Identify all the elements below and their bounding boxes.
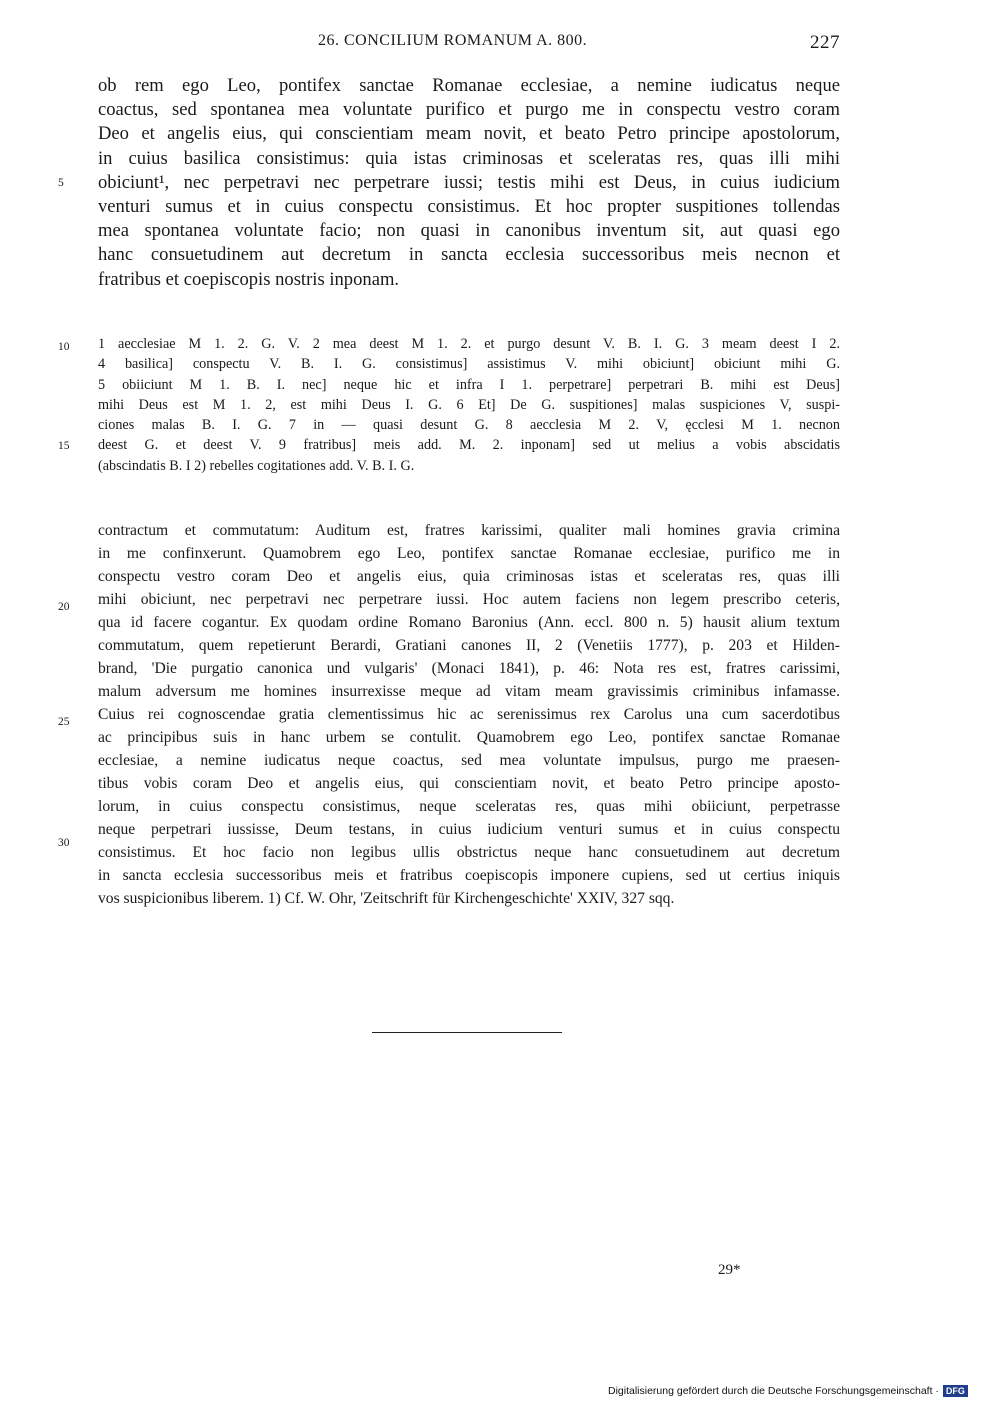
notes-line: commutatum, quem repetierunt Berardi, Gratiani canones II, 2 (Venetiis 1777), p. 203 et Hilden- [98,637,840,654]
main-text-block [98,74,840,292]
funding-text: Digitalisierung gefördert durch die Deutsche Forschungsgemeinschaft · [608,1385,939,1397]
separator-rule [372,1032,562,1033]
notes-line: lorum, in cuius conspectu consistimus, neque sceleratas res, quas mihi obiiciunt, perpetrasse [98,798,840,815]
apparatus-line: 5 obiiciunt M 1. B. I. nec] neque hic et infra I 1. perpetrare] perpetrari B. mihi est Deus] [98,376,840,393]
apparatus-line: (abscindatis B. I 2) rebelles cogitationes add. V. B. I. G. [98,457,415,474]
notes-line: vos suspicionibus liberem. 1) Cf. W. Ohr, 'Zeitschrift für Kirchengeschichte' XXIV, 327 sqq. [98,890,675,907]
notes-line: consistimus. Et hoc facio non legibus ullis obstrictus neque hanc consuetudinem aut decretum [98,844,840,861]
notes-line: in me confinxerunt. Quamobrem ego Leo, pontifex sanctae Romanae ecclesiae, purifico me in [98,545,840,562]
text-line: venturi sumus et in cuius conspectu consistimus. Et hoc propter suspitiones tollendas [98,195,840,217]
notes-line: brand, 'Die purgatio canonica und vulgaris' (Monaci 1841), p. 46: Nota res est, fratres carissimi, [98,660,840,677]
line-number-25: 25 [58,716,70,728]
line-number-30: 30 [58,837,70,849]
text-line: obiciunt¹, nec perpetravi nec perpetrare iussi; testis mihi est Deus, in cuius iudicium [98,171,840,193]
notes-line: ecclesiae, a nemine iudicatus neque coactus, sed mea voluntate impulsus, purgo me praesen- [98,752,840,769]
running-header [98,32,840,56]
line-number-15: 15 [58,440,70,452]
text-line: hanc consuetudinem aut decretum in sancta ecclesia successoribus meis necnon et [98,244,840,266]
notes-line: Cuius rei cognoscendae gratia clementissimus hic ac serenissimus rex Carolus una cum sacerdotibus [98,706,840,723]
critical-apparatus [98,334,840,476]
text-line: fratribus et coepiscopis nostris inponam. [98,268,400,290]
signature-mark: 29* [718,1262,741,1278]
notes-line: neque perpetrari iussisse, Deum testans, in cuius iudicium venturi sumus et in cuius conspectu [98,821,840,838]
notes-line: qua id facere cogantur. Ex quodam ordine Romano Baronius (Ann. eccl. 800 n. 5) hausit alium textum [98,614,840,631]
text-line: mea spontanea voluntate facio; non quasi in canonibus inventum sit, aut quasi ego [98,220,840,242]
apparatus-line: 4 basilica] conspectu V. B. I. G. consistimus] assistimus V. mihi obiciunt] obiciunt mihi G. [98,356,840,373]
text-line: Deo et angelis eius, qui conscientiam meam novit, et beato Petro principe apostolorum, [98,123,840,145]
apparatus-line: 1 aecclesiae M 1. 2. G. V. 2 mea deest M 1. 2. et purgo desunt V. B. I. G. 3 meam deest I 2. [98,336,840,352]
notes-line: conspectu vestro coram Deo et angelis eius, quia criminosas istas et sceleratas res, quas illi [98,568,840,585]
line-number-20: 20 [58,601,70,613]
notes-line: mihi obiciunt, nec perpetravi nec perpetrare iussi. Hoc autem faciens non legem prescribo ceteris, [98,591,840,608]
notes-line: contractum et commutatum: Auditum est, fratres karissimi, qualiter mali homines gravia crimina [98,522,840,539]
notes-line: in sancta ecclesia successoribus meis et fratribus coepiscopis imponere cupiens, sed ut certius iniquis [98,867,840,884]
dfg-logo-icon: DFG [943,1385,968,1397]
notes-line: malum adversum me homines insurrexisse meque ad vitam meam gravissimis criminibus infamasse. [98,683,840,700]
running-title: 26. CONCILIUM ROMANUM A. 800. [318,32,588,49]
apparatus-line: mihi Deus est M 1. 2, est mihi Deus I. G. 6 Et] De G. suspitiones] malas suspiciones V, suspi- [98,396,840,413]
notes-text-block [98,519,840,910]
notes-line: ac principibus suis in hanc urbem se contulit. Quamobrem ego Leo, pontifex sanctae Romanae [98,729,840,746]
line-number-10: 10 [58,341,70,353]
funding-footer [608,1385,968,1399]
apparatus-line: deest G. et deest V. 9 fratribus] meis add. M. 2. inponam] sed ut melius a vobis abscidatis [98,437,840,454]
line-number-5: 5 [58,177,64,189]
text-line: ob rem ego Leo, pontifex sanctae Romanae ecclesiae, a nemine iudicatus neque [98,75,840,96]
text-line: coactus, sed spontanea mea voluntate purifico et purgo me in conspectu vestro coram [98,99,840,121]
apparatus-line: ciones malas B. I. G. 7 in — quasi desunt G. 8 aecclesia M 2. V, ęcclesi M 1. necnon [98,417,840,434]
notes-line: tibus vobis coram Deo et angelis eius, qui conscientiam novit, et beato Petro principe aposto- [98,775,840,792]
page-number: 227 [810,32,840,53]
text-line: in cuius basilica consistimus: quia istas criminosas et sceleratas res, quas illi mihi [98,147,840,169]
